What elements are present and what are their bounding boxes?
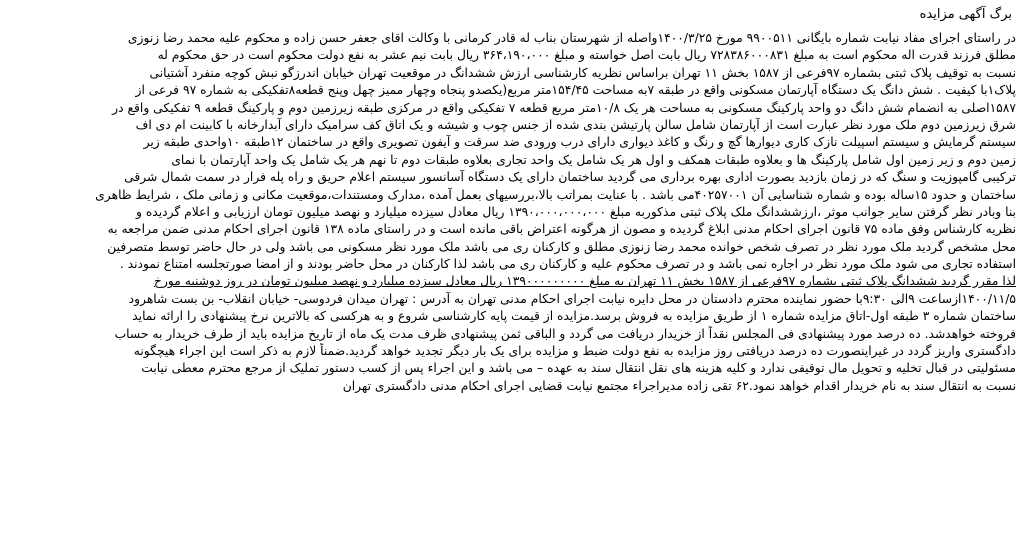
text-line: استفاده تجاری می شود ملک مورد نظر در اجاره نمی باشد و در تصرف محکوم علیه و کارکنان ری می باشد لذا کارکنان در محل حاضر بودند و از امضا صورتجلسه امتناع نمودند .	[119, 257, 1016, 272]
text-line: ساختمان و حدود ۱۵ساله بوده و شماره شناسایی آن ۴۰۲۵۷۰۰۱می باشد . با عنایت بمراتب بالا،بررسیهای بعمل آمده ،مدارک ومستندات،موقعیت مکانی و زمانی ملک ، شرایط ظاهری	[95, 187, 1016, 202]
text-line: پلاک۱با کیفیت . شش دانگ یک دستگاه آپارتمان مسکونی واقع در طبقه ۷به مساحت ۱۵۴/۴۵متر مربع(یکصدو پنجاه وچهار ممیز چهل وپنج قطعه۸تفکیکی به شماره ۹۷ فرعی از	[135, 83, 1016, 98]
text-line: مسئولیتی در قبال تخلیه و تحویل مال توقیفی ندارد و کلیه هزینه های نقل انتقال سند به عهده – می باشد و این اجراء پس از کسب دستور تملیک از مرجع محترم معطی نیابت	[141, 361, 1016, 376]
text-line: نسبت به توقیف پلاک ثبتی بشماره ۹۷فرعی از ۱۵۸۷ بخش ۱۱ تهران براساس نظریه کارشناسی ارزش ششدانگ در موقعیت تهران خیابان اندرزگو نبش کوچه منفرد آشتیانی	[149, 65, 1016, 80]
text-line: ساختمان شماره ۳ طبقه اول-اتاق مزایده شماره ۱ از طریق مزایده به فروش برسد.مزایده از قیمت پایه کارشناسی شروع و به هرکسی که بالاترین نرخ پیشنهادی را ارائه نماید	[132, 309, 1016, 324]
text-line: محل مشخص گردید ملک مورد نظر در تصرف شخص خوانده محمد رضا زنوزی مطلق و کارکنان ری می باشد ملک مورد نظر مسکونی می باشد ولی در حال حاضر توسط متصرفین	[107, 239, 1016, 254]
text-line: سیستم گرمایش و سیستم اسپیلت نازک کاری دیوارها گچ و رنگ و کاغذ دیواری دارای درب ورودی ضد سرقت و آیفون تصویری واقع در ساختمان ۱۲طبقه ۱۰واحدی طبقه زیر	[143, 135, 1016, 150]
document-title: برگ آگهی مزایده	[919, 7, 1012, 22]
text-line: زمین دوم و زیر زمین اول شامل پارکینگ ها و بعلاوه طبقات همکف و اول هر یک شامل یک واحد تجاری بعلاوه طبقات دوم تا نهم هر یک شامل یک واحد آپارتمان با نمای	[171, 152, 1016, 167]
text-line: مطلق فرزند قدرت اله محکوم است به مبلغ ۷۲۸۳۸۶۰۰۰۸۳۱ ریال بابت اصل خواسته و مبلغ ۳۶۴،۱۹۰،۰۰۰ ریال بابت نیم عشر به نفع دولت محکوم است در حق محکوم له	[157, 48, 1016, 63]
text-line: بنا وبادر نظر گرفتن سایر جوانب موثر ،ارزششدانگ ملک پلاک ثبتی مذکوربه مبلغ ۱۳۹۰،۰۰۰،۰۰۰،۰۰۰ ریال معادل سیزده میلیارد و نهصد میلیون تومان ارزیابی و اعلام گردیده و	[135, 204, 1016, 219]
text-line: ۱۵۸۷اصلی به انضمام شش دانگ دو واحد پارکینگ مسکونی به مساحت هر یک ۱۰/۸متر مربع قطعه ۷ تفکیکی واقع در مرکزی طبقه زیرزمین دوم و پارکینگ قطعه ۹ تفکیکی واقع در	[112, 100, 1016, 115]
text-line: نسبت به انتقال سند به نام خریدار اقدام خواهد نمود.۶۲ تقی زاده مدیراجراء مجتمع نیابت قضایی اجرای احکام مدنی دادگستری تهران	[342, 378, 1016, 393]
text-line: ترکیبی گامپوزیت و سنگ که در زمان بازدید بصورت اداری بهره برداری می گردید ساختمان دارای یک دستگاه آسانسور سیستم اعلام حریق و راه پله فرار در سمت شمال شرقی	[124, 170, 1016, 185]
text-line: نظریه کارشناس وفق ماده ۷۵ قانون اجرای احکام مدنی ابلاغ گردیده و مصون از هرگونه اعتراض باقی مانده است و در راستای ماده ۱۳۸ قانون اجرای احکام مدنی ضمن مراجعه به	[107, 222, 1016, 237]
text-line: شرق زیرزمین دوم ملک مورد نظر عبارت است از آپارتمان شامل سالن پارتیشن بندی شده از جنس چوب و شیشه و یک اتاق کف سرامیک دارای آبدارخانه با کابینت ام دی اف	[135, 117, 1016, 132]
text-line: ۱۴۰۰/۱۱/۵ازساعت ۹الی ۹:۳۰با حضور نماینده محترم دادستان در محل دایره نیابت اجرای احکام مدنی تهران به آدرس : تهران میدان فردوسی- خیابان انقلاب- بن بست شاهرود	[128, 291, 1016, 306]
document-body	[8, 30, 1016, 395]
text-line: دادگستری واریز گردد در غیراینصورت ده درصد دریافتی روز مزایده به نفع دولت ضبط و مزایده برای یک بار دیگر تجدید خواهد گردید.ضمناً لازم به ذکر است این اجراء هیچگونه	[133, 344, 1016, 359]
text-line: در راستای اجرای مفاد نیابت شماره بایگانی ۹۹۰۰۵۱۱ مورخ ۱۴۰۰/۳/۲۵واصله از شهرستان بناب له قادر کرمانی با وکالت اقای جعفر حسن زاده و محکوم علیه محمد رضا زنوزی	[127, 31, 1016, 45]
text-line-underlined: لذا مقرر گردید ششدانگ پلاک ثبتی بشماره ۹۷فرعی از ۱۵۸۷ بخش ۱۱ تهران به مبلغ ۱۳۹۰۰۰۰۰۰۰۰۰ ریال معادل سیزده میلیارد و نهصد میلیون تومان در روز دوشنبه مورخ	[154, 274, 1016, 289]
text-line: فروخته خواهدشد. ده درصد مورد پیشنهادی فی المجلس نقداً از خریدار دریافت می گردد و الباقی ثمن پیشنهادی ظرف مدت یک ماه از تاریخ مزایده باید از طرف خریدار به حساب	[114, 326, 1016, 341]
